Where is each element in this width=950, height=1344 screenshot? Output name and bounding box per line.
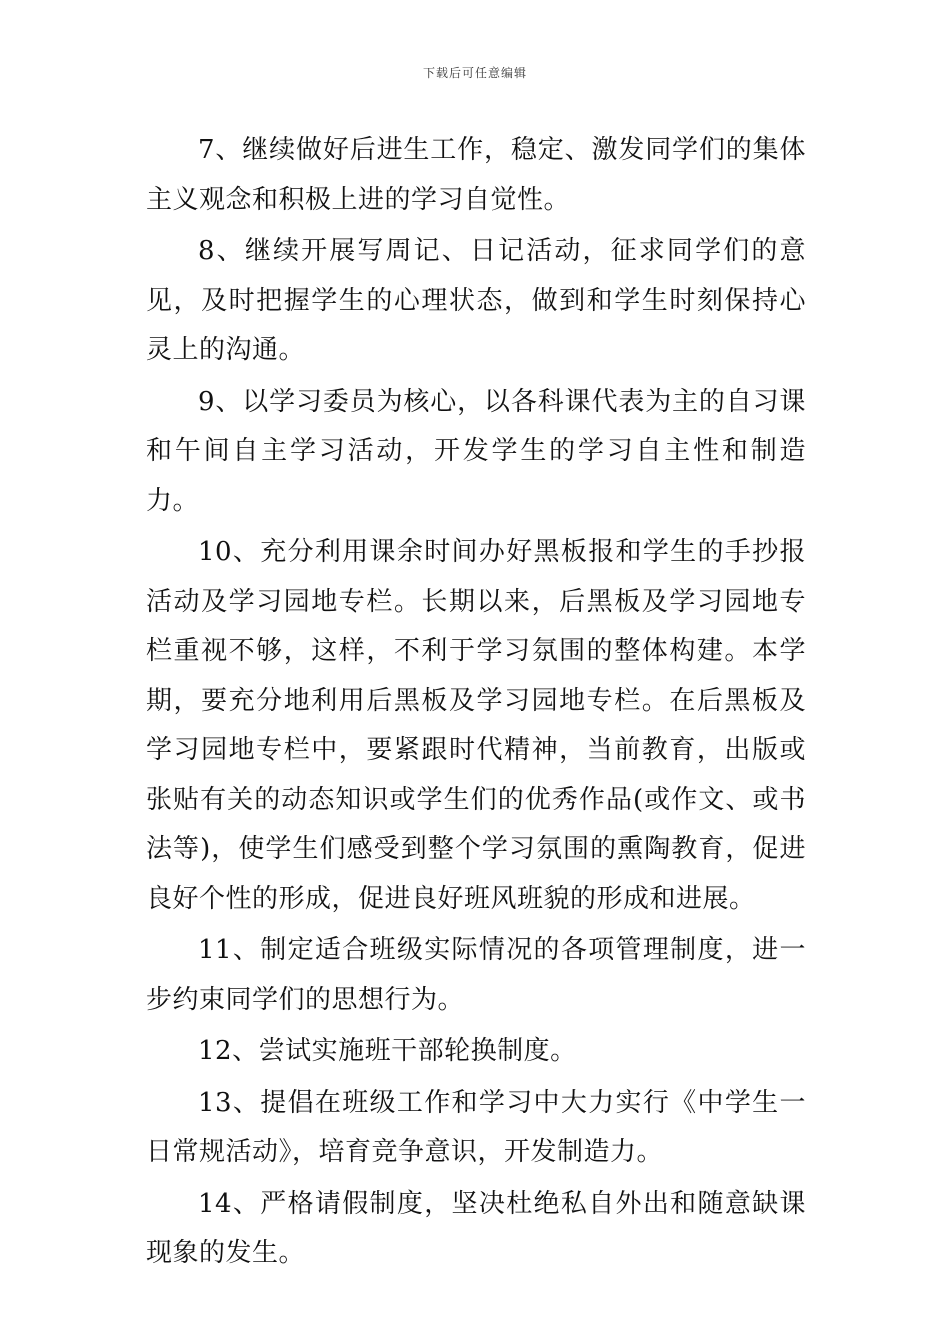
paragraph-item-7: 7、继续做好后进生工作，稳定、激发同学们的集体主义观念和积极上进的学习自觉性。 (146, 135, 806, 215)
paragraph-item-8: 8、继续开展写周记、日记活动，征求同学们的意见，及时把握学生的心理状态，做到和学生时刻保持心灵上的沟通。 (146, 236, 806, 365)
paragraph-item-9: 9、以学习委员为核心，以各科课代表为主的自习课和午间自主学习活动，开发学生的学习自主性和制造力。 (146, 386, 806, 516)
paragraph-item-10: 10、充分利用课余时间办好黑板报和学生的手抄报活动及学习园地专栏。长期以来，后黑板及学习园地专栏重视不够，这样，不利于学习氛围的整体构建。本学期，要充分地利用后黑板及学习园地专栏。在后黑板及学习园地专栏中，要紧跟时代精神，当前教育，出版或张贴有关的动态知识或学生们的优秀作品(或作文、或书法等)，使学生们感受到整个学习氛围的熏陶教育，促进良好个性的形成，促进良好班风班貌的形成和进展。 (146, 537, 806, 914)
page-header: 下载后可任意编辑 (422, 66, 527, 80)
document-body (146, 126, 806, 1281)
paragraph-item-11: 11、制定适合班级实际情况的各项管理制度，进一步约束同学们的思想行为。 (146, 935, 806, 1015)
paragraph-item-14: 14、严格请假制度，坚决杜绝私自外出和随意缺课现象的发生。 (146, 1188, 806, 1268)
paragraph-item-13: 13、提倡在班级工作和学习中大力实行《中学生一日常规活动》，培育竞争意识，开发制造力。 (146, 1087, 806, 1167)
paragraph-item-12: 12、尝试实施班干部轮换制度。 (198, 1036, 577, 1066)
